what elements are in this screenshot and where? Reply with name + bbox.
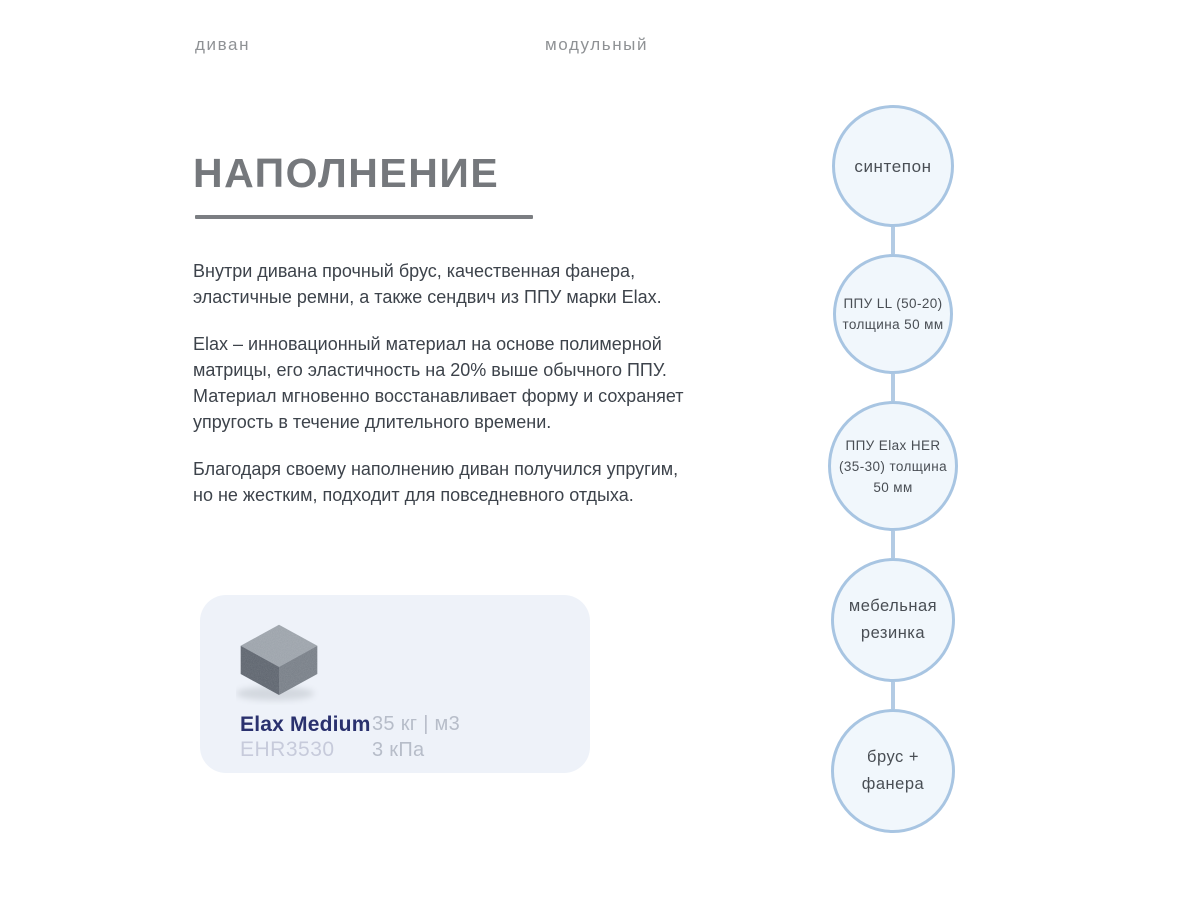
layer-connector bbox=[891, 531, 895, 558]
layer-circle-elastic bbox=[831, 558, 955, 682]
layer-circle-ppu-ll bbox=[833, 254, 953, 374]
layer-label: ППУ LL (50-20) bbox=[843, 296, 943, 311]
layer-label: синтепон bbox=[854, 156, 932, 176]
layer-label: (35-30) толщина bbox=[838, 458, 947, 474]
layer-label: мебельная bbox=[848, 597, 938, 615]
layer-label: 50 мм bbox=[873, 479, 913, 495]
product-spec-pressure: 3 кПа bbox=[372, 739, 425, 761]
header-label-modular: модульный bbox=[545, 35, 649, 54]
foam-cube-icon bbox=[236, 621, 322, 705]
product-code: EHR3530 bbox=[240, 738, 335, 761]
product-spec-density: 35 кг | м3 bbox=[372, 713, 461, 735]
product-card bbox=[200, 595, 590, 773]
layer-label: фанера bbox=[861, 775, 925, 793]
title-underline bbox=[195, 215, 533, 219]
layer-connector bbox=[891, 374, 895, 401]
layer-circle-frame bbox=[831, 709, 955, 833]
layer-label: резинка bbox=[860, 624, 926, 642]
page-title: НАПОЛНЕНИЕ bbox=[193, 150, 500, 196]
paragraph-comfort: Благодаря своему наполнению диван получился упругим, но не жестким, подходит для повседневного отдыха. bbox=[193, 459, 679, 505]
layer-label: брус + bbox=[867, 748, 919, 766]
product-name: Elax Medium bbox=[240, 713, 371, 736]
header-label-divan: диван bbox=[195, 35, 251, 54]
paragraph-elax: Elax – инновационный материал на основе полимерной матрицы, его эластичность на 20% выше обычного ППУ. Материал мгновенно восстанавливает форму и сохраняет упругость в течение длительного времени. bbox=[193, 334, 684, 432]
layer-label: ППУ Elax HER bbox=[845, 437, 941, 453]
body-copy bbox=[193, 258, 698, 529]
layer-label: толщина 50 мм bbox=[842, 317, 944, 332]
layer-connector bbox=[891, 682, 895, 709]
filling-layers-diagram bbox=[828, 105, 958, 833]
layer-connector bbox=[891, 227, 895, 254]
paragraph-intro: Внутри дивана прочный брус, качественная фанера, эластичные ремни, а также сендвич из ППУ марки Elax. bbox=[193, 261, 662, 307]
layer-circle-sintepon bbox=[832, 105, 954, 227]
layer-circle-ppu-elax bbox=[828, 401, 958, 531]
